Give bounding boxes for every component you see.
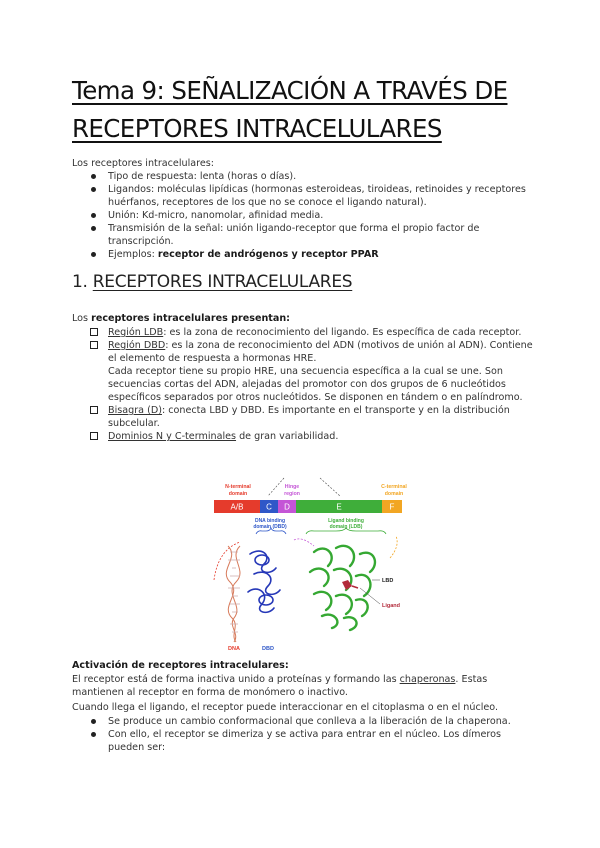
- segment-c-label: C: [266, 502, 272, 512]
- activation-paragraph-1: [72, 673, 534, 699]
- item-term: Dominios N y C-terminales: [108, 431, 237, 442]
- c-domain-label: domain: [384, 491, 404, 497]
- section-number: 1.: [72, 272, 93, 292]
- list-item: [72, 404, 542, 430]
- title-line-1: Tema 9: SEÑALIZACIÓN A TRAVÉS DE: [72, 76, 508, 105]
- activation-bullet-list: [72, 715, 534, 754]
- item-text: : es la zona de reconocimiento del ligando. Es específica de cada receptor.: [163, 327, 522, 338]
- lbd-label-2: domain (LDB): [329, 524, 363, 530]
- list-item: Se produce un cambio conformacional que conlleva a la liberación de la chaperona.: [72, 715, 534, 728]
- p1-start: El receptor está de forma inactiva unido a proteínas y formando las: [72, 674, 400, 685]
- segment-f-label: F: [389, 502, 395, 512]
- dbd-label-1: DNA binding: [254, 518, 286, 524]
- activation-heading-text: Activación de receptores intracelulares:: [72, 660, 289, 671]
- item-term: Región DBD: [108, 340, 166, 351]
- item-term: Región LDB: [108, 327, 164, 338]
- list-item: [72, 430, 542, 443]
- hinge-region-label: region: [284, 491, 300, 497]
- c-terminal-label: C-terminal: [381, 484, 407, 490]
- segment-ab-label: A/B: [230, 502, 244, 512]
- list-item: Transmisión de la señal: unión ligando-receptor que forma el propio factor de transcripción.: [72, 222, 542, 248]
- segment-e-label: E: [336, 502, 342, 512]
- dbd-label-2: domain (DBD): [253, 524, 287, 530]
- lbd-label-1: Ligand binding: [328, 518, 364, 524]
- dna-label: DNA: [228, 646, 240, 652]
- item-text: : es la zona de reconocimiento del ADN (motivos de unión al ADN). Contiene el elemento de respuesta a hormonas HRE.: [108, 340, 533, 364]
- list-item: Ligandos: moléculas lipídicas (hormonas esteroideas, tiroideas, retinoides y receptores huérfanos, receptores de los que no se conoce el ligando natural).: [72, 183, 542, 209]
- segment-d-label: D: [284, 502, 290, 512]
- activation-heading: [72, 659, 289, 672]
- pointer-line: [320, 478, 340, 496]
- dbd-structure-label: DBD: [262, 646, 274, 652]
- dbd-protein: [248, 551, 280, 612]
- item-text: de gran variabilidad.: [236, 431, 339, 442]
- intro-lead: Los receptores intracelulares:: [72, 158, 214, 169]
- lbd-structure-label: LBD: [382, 578, 394, 584]
- section-lead-prefix: Los: [72, 313, 92, 324]
- receptor-domain-figure: [210, 476, 420, 652]
- example-prefix: Ejemplos:: [108, 249, 158, 260]
- list-item: [72, 248, 542, 261]
- item-term: Bisagra (D): [108, 405, 162, 416]
- example-bold: receptor de andrógenos y receptor PPAR: [157, 249, 379, 260]
- receptor-parts-list: [72, 326, 542, 443]
- title-line-2: RECEPTORES INTRACELULARES: [72, 114, 442, 143]
- list-item: [72, 326, 542, 339]
- list-item: Unión: Kd-micro, nanomolar, afinidad media.: [72, 209, 542, 222]
- chaperonas-term: chaperonas: [399, 674, 456, 685]
- section-lead: [72, 312, 290, 325]
- section-title: RECEPTORES INTRACELULARES: [92, 272, 353, 292]
- ligand-label: Ligand: [382, 603, 401, 609]
- p1-end: . Estas mantienen al receptor en forma de monómero o inactivo.: [72, 674, 488, 698]
- hinge-connector: [294, 539, 314, 546]
- n-terminal-connector: [214, 542, 240, 580]
- page-title: [72, 72, 542, 148]
- hinge-label: Hinge: [284, 484, 300, 490]
- list-item: Con ello, el receptor se dimeriza y se activa para entrar en el núcleo. Los dímeros pueden ser:: [72, 728, 534, 754]
- item-extra: Cada receptor tiene su propio HRE, una secuencia específica a la cual se une. Son secuencias cortas del ADN, alejadas del promotor con dos grupos de 6 nucleótidos específicos separados por otros nucleótidos. Se disponen en tándem o en palíndromo.: [108, 366, 523, 403]
- list-item: [72, 339, 542, 404]
- n-terminal-label: N-terminal: [225, 484, 251, 490]
- item-text: : conecta LBD y DBD. Es importante en el transporte y en la distribución subcelular.: [108, 405, 510, 429]
- pointer-line: [268, 478, 284, 496]
- section-heading: [72, 270, 352, 294]
- lbd-protein: [310, 546, 375, 630]
- n-domain-label: domain: [228, 491, 248, 497]
- intro-bullet-list: [72, 170, 542, 261]
- c-terminal-connector: [390, 536, 397, 558]
- activation-paragraph-2: Cuando llega el ligando, el receptor puede interaccionar en el citoplasma o en el núcleo.: [72, 702, 499, 713]
- dna-helix: [226, 546, 240, 642]
- list-item: Tipo de respuesta: lenta (horas o días).: [72, 170, 542, 183]
- section-lead-bold: receptores intracelulares presentan:: [91, 313, 291, 324]
